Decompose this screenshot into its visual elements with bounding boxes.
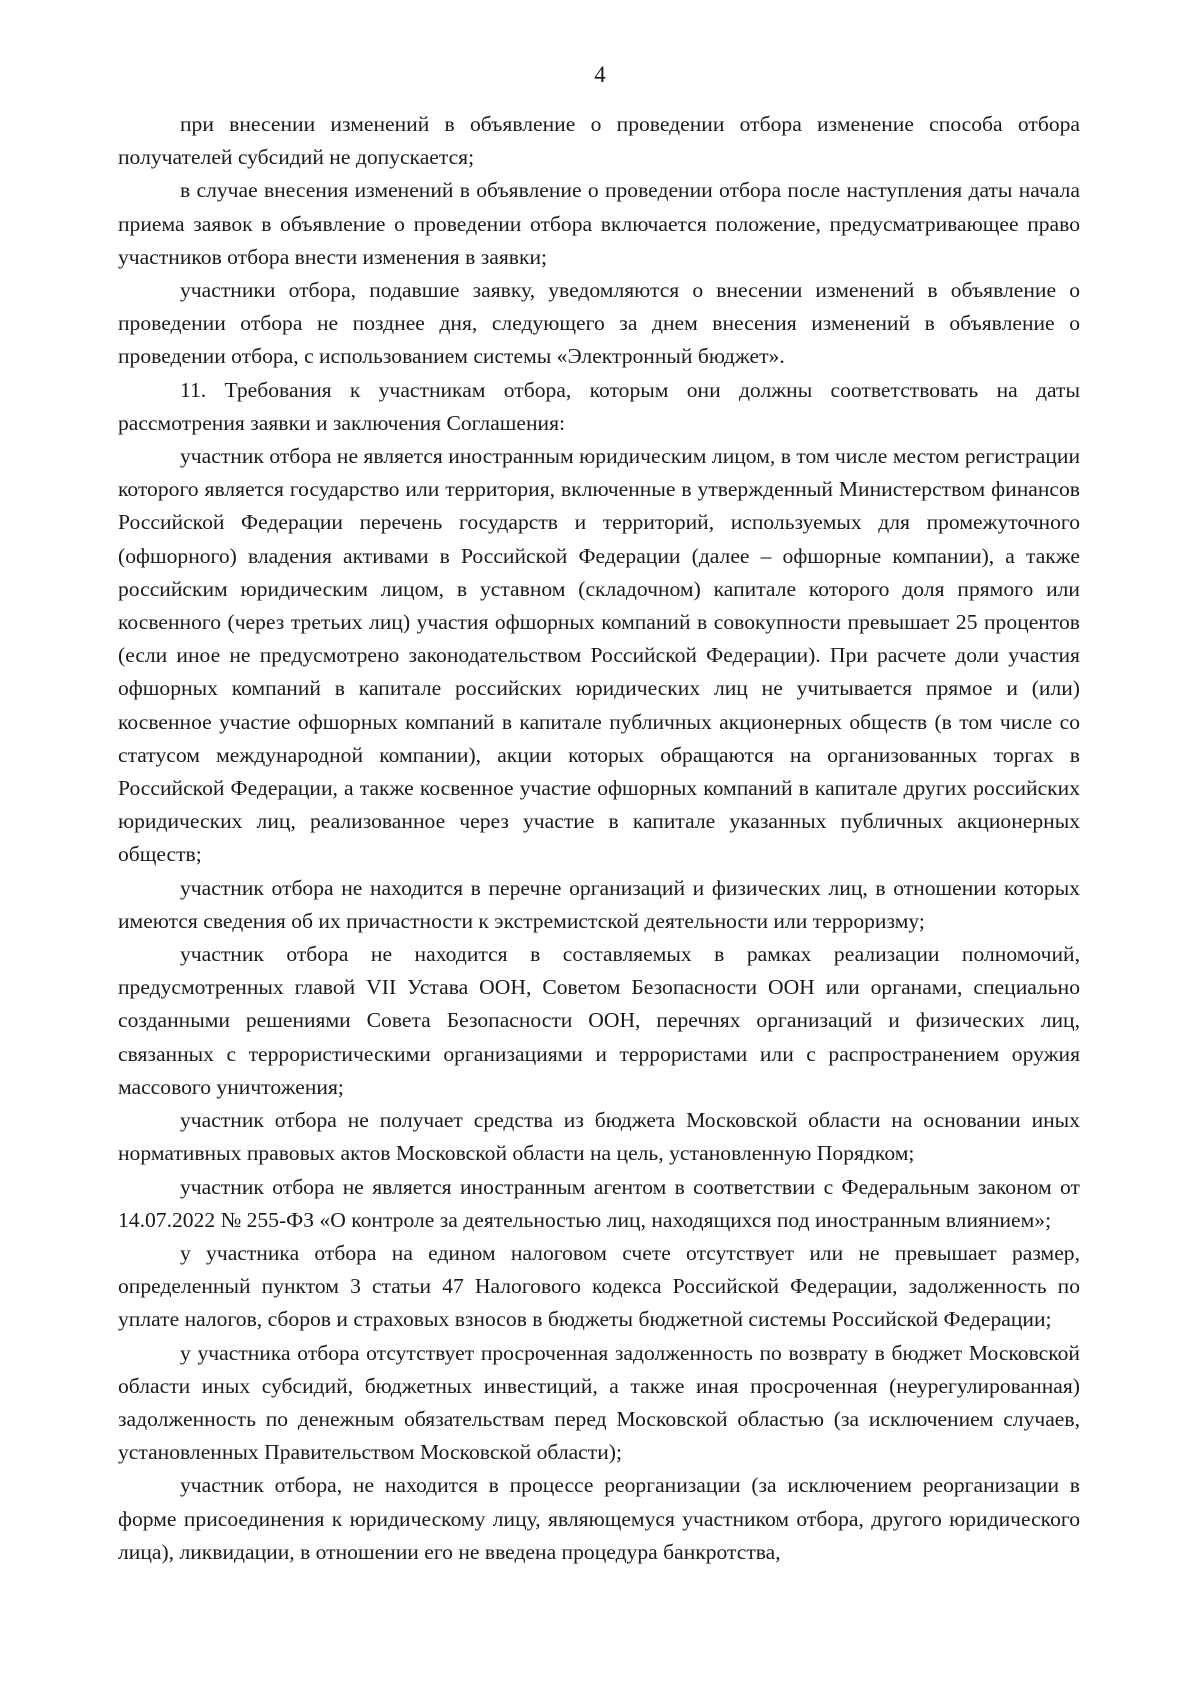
paragraph-8: участник отбора не получает средства из бюджета Московской области на основании иных нормативных правовых актов Московской области на цель, установленную Порядком; (118, 1108, 1080, 1166)
paragraph-12: участник отбора, не находится в процессе реорганизации (за исключением реорганизации в форме присоединения к юридическому лицу, являющемуся участником отбора, другого юридического лица), ликвидации, в отношении его не введена процедура банкротства, (118, 1473, 1080, 1564)
paragraph-3: участники отбора, подавшие заявку, уведомляются о внесении изменений в объявление о проведении отбора не позднее дня, следующего за днем внесения изменений в объявление о проведении отбора, с использованием системы «Электронный бюджет». (118, 278, 1080, 369)
paragraph-2: в случае внесения изменений в объявление о проведении отбора после наступления даты начала приема заявок в объявление о проведении отбора включается положение, предусматривающее право участников отбора внести изменения в заявки; (118, 178, 1080, 269)
paragraph-10: у участника отбора на едином налоговом счете отсутствует или не превышает размер, определенный пунктом 3 статьи 47 Налогового кодекса Российской Федерации, задолженность по уплате налогов, сборов и страховых взносов в бюджеты бюджетной системы Российской Федерации; (118, 1240, 1080, 1332)
paragraph-6: участник отбора не находится в перечне организаций и физических лиц, в отношении которых имеются сведения об их причастности к экстремистской деятельности или терроризму; (118, 875, 1080, 933)
page-number: 4 (594, 62, 606, 87)
paragraph-4: 11. Требования к участникам отбора, которым они должны соответствовать на даты рассмотрения заявки и заключения Соглашения: (118, 377, 1080, 435)
paragraph-9: участник отбора не является иностранным агентом в соответствии с Федеральным законом от 14.07.2022 № 255-ФЗ «О контроле за деятельностью лиц, находящихся под иностранным влиянием»; (118, 1174, 1080, 1232)
document-body (118, 108, 1080, 1569)
paragraph-1: при внесении изменений в объявление о проведении отбора изменение способа отбора получателей субсидий не допускается; (118, 112, 1080, 170)
paragraph-5: участник отбора не является иностранным юридическим лицом, в том числе местом регистрации которого является государство или территория, включенные в утвержденный Министерством финансов Российской Федерации перечень государств и территорий, используемых для промежуточного (офшорного) владения активами в Российской Федерации (далее – офшорные компании), а также российским юридическим лицом, в уставном (складочном) капитале которого доля прямого или косвенного (через третьих лиц) участия офшорных компаний в совокупности превышает 25 процентов (если иное не предусмотрено законодательством Российской Федерации). При расчете доли участия офшорных компаний в капитале российских юридических лиц не учитывается прямое и (или) косвенное участие офшорных компаний в капитале публичных акционерных обществ (в том числе со статусом международной компании), акции которых обращаются на организованных торгах в Российской Федерации, а также косвенное участие офшорных компаний в капитале других российских юридических лиц, реализованное через участие в капитале указанных публичных акционерных обществ; (118, 444, 1080, 867)
paragraph-7: участник отбора не находится в составляемых в рамках реализации полномочий, предусмотренных главой VII Устава ООН, Советом Безопасности ООН или органами, специально созданными решениями Совета Безопасности ООН, перечнях организаций и физических лиц, связанных с террористическими организациями и террористами или с распространением оружия массового уничтожения; (118, 942, 1080, 1099)
paragraph-11: у участника отбора отсутствует просроченная задолженность по возврату в бюджет Московской области иных субсидий, бюджетных инвестиций, а также иная просроченная (неурегулированная) задолженность по денежным обязательствам перед Московской областью (за исключением случаев, установленных Правительством Московской области); (118, 1340, 1080, 1465)
